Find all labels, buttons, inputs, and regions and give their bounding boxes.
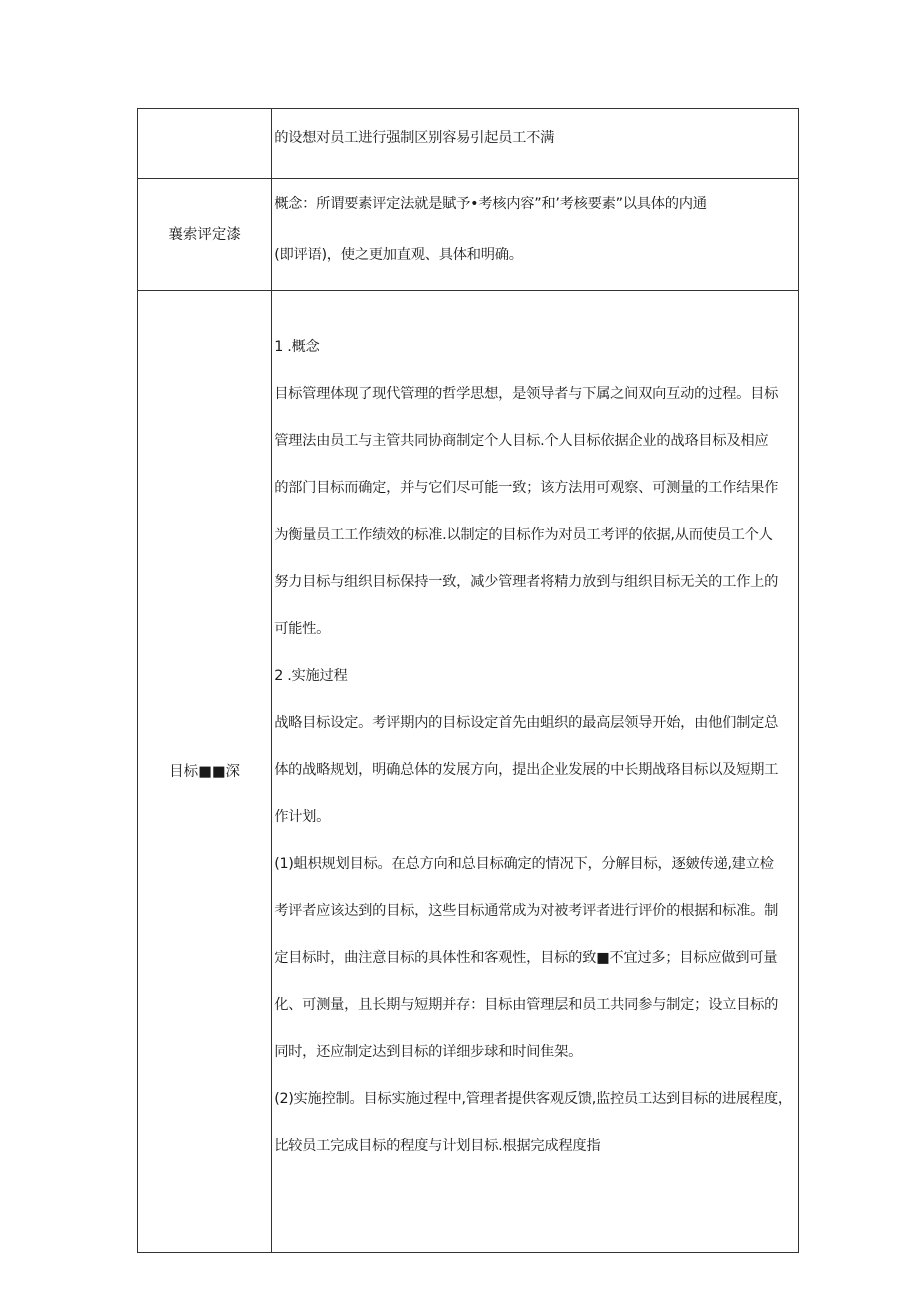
section-heading: 2 .实施过程 [274, 668, 348, 684]
row-label-cell: 襄索评定漆 [138, 179, 272, 291]
text-line: 比较员工完成目标的程度与计划目标.根据完成程度指 [274, 1138, 601, 1154]
text-line: 化、可测量，且长期与短期并存：目标由管理层和员工共同参与制定；设立目标的 [274, 997, 779, 1013]
text-line: (即评语)，使之更加直观、具体和明确。 [274, 247, 523, 263]
text-line: 为衡量员工工作绩效的标准.以制定的目标作为对员工考评的依据,从而使员工个人 [274, 527, 773, 543]
evaluation-method-table [137, 108, 799, 1253]
text-line: (2)实施控制。目标实施过程中,管理者提供客观反馈,监控员工达到目标的进展程度， [274, 1091, 792, 1107]
row-content-cell [272, 291, 799, 1253]
text-line: 考评者应该达到的目标，这些目标通常成为对被考评者进行评价的根据和标准。制 [274, 903, 779, 919]
text-line: 概念：所谓要素评定法就是賦予•考核内容”和’考核要素”以具体的内通 [274, 196, 707, 212]
text-line: 定目标时，曲注意目标的具体性和客观性，目标的致■不宜过多；目标应做到可量 [274, 950, 778, 966]
row-label-cell: 目标■■深 [138, 291, 272, 1253]
text-line: 的设想对员工进行强制区别容易引起员工不满 [274, 130, 555, 146]
text-line: 的部门目标而确定，并与它们尽可能一致；该方法用可观察、可测量的工作结果作 [274, 480, 779, 496]
text-line: 管理法由员工与主管共同协商制定个人目标.个人目标依据企业的战珞目标及相应 [274, 433, 769, 449]
text-line: 同时，还应制定达到目标的详细步球和时间隹架。 [274, 1044, 583, 1060]
table-row [138, 109, 799, 179]
table-row [138, 291, 799, 1253]
text-line: 目标管理体现了现代管理的哲学思想，是领导者与下属之间双向互动的过程。目标 [274, 386, 779, 402]
text-line: 体的战略规划，明确总体的发展方向，提出企业发展的中长期战珞目标以及短期工 [274, 762, 779, 778]
table-row [138, 179, 799, 291]
row-label-cell [138, 109, 272, 179]
text-line: 战略目标设定。考评期内的目标设定首先由蛆织的最高层领导开始，由他们制定总 [274, 715, 779, 731]
text-line: (1)蛆枳规划目标。在总方向和总目标确定的情况下，分解目标，逐皴传递,建立检 [274, 856, 774, 872]
text-line: 努力目标与组织目标保持一致，减少管理者将精力放到与组织目标无关的工作上的 [274, 574, 779, 590]
text-line: 可能性。 [274, 621, 331, 637]
row-content-cell [272, 179, 799, 291]
section-heading: 1 .概念 [274, 339, 320, 355]
text-line: 作计划。 [274, 809, 331, 825]
row-content-cell [272, 109, 799, 179]
